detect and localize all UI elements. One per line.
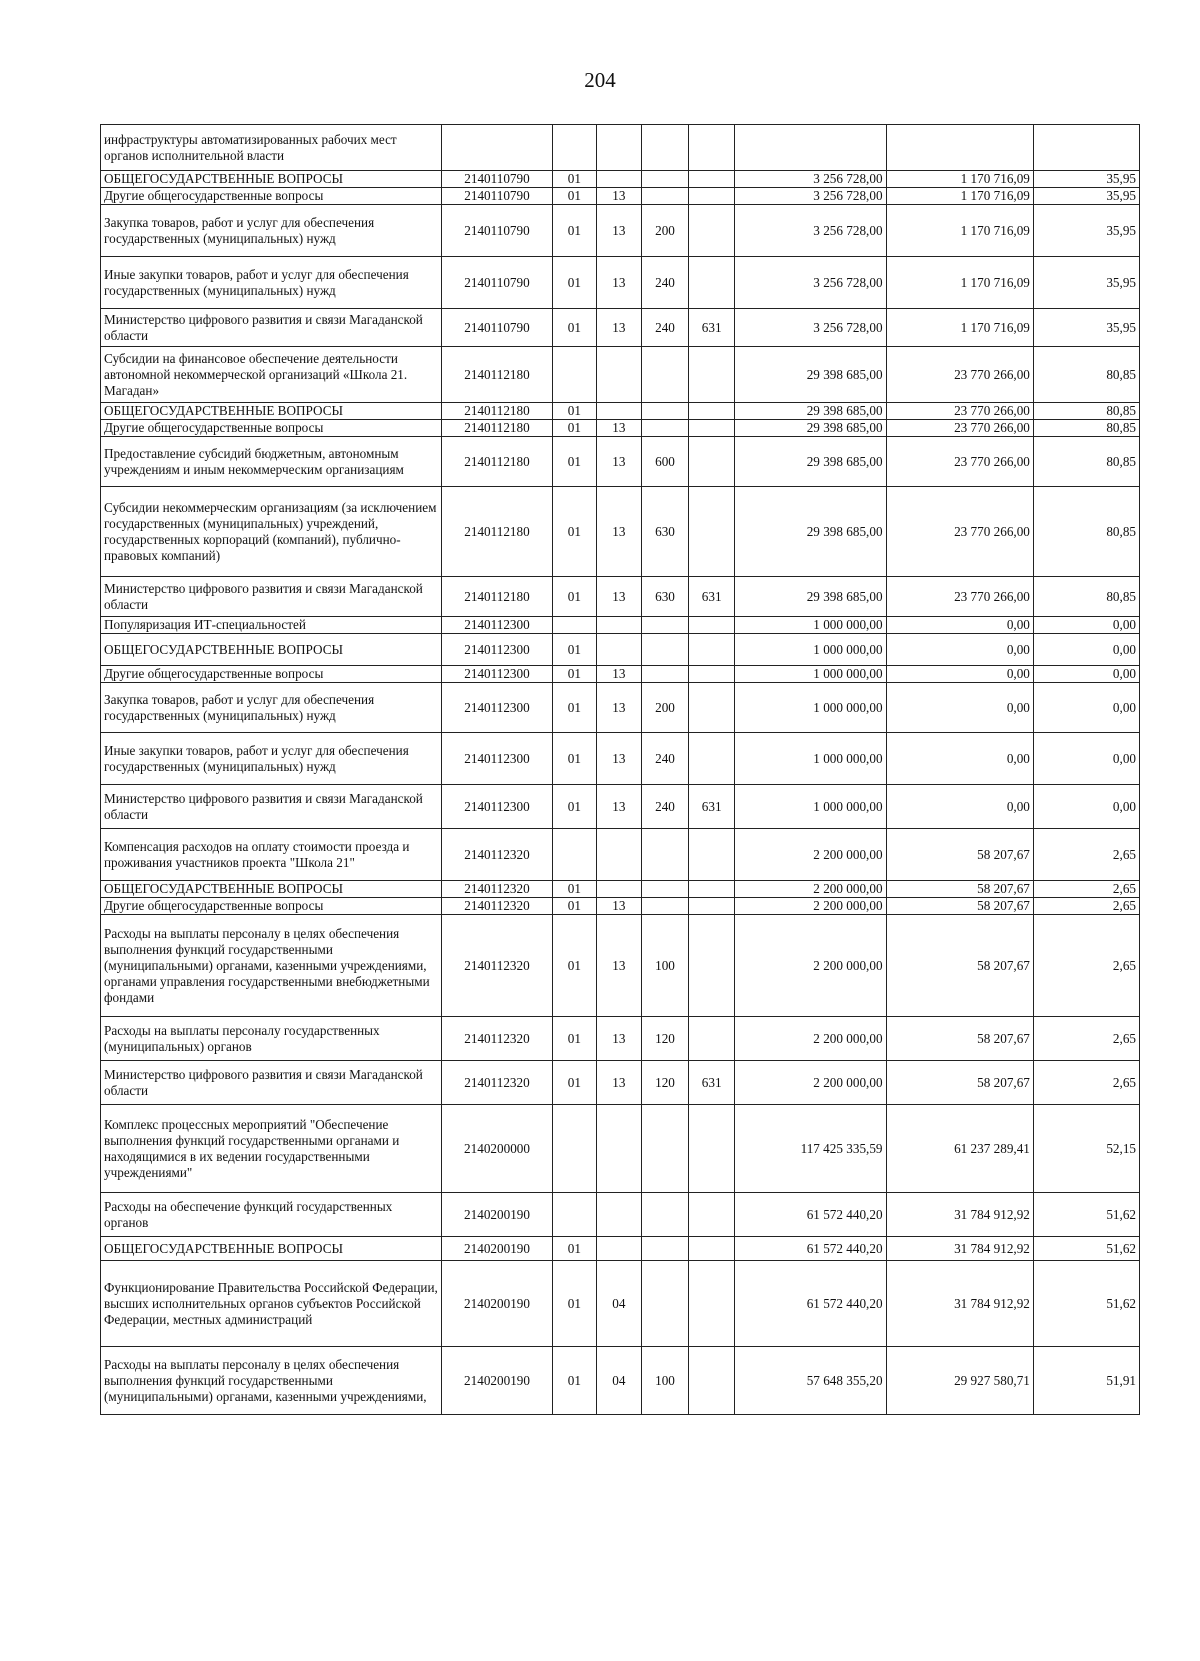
code-grbs: 631 xyxy=(689,1061,735,1105)
code-csr: 2140112320 xyxy=(442,881,552,898)
code-rz: 01 xyxy=(552,666,597,683)
code-grbs xyxy=(689,420,735,437)
code-pr: 13 xyxy=(597,733,642,785)
table-row xyxy=(101,205,1140,257)
execution-percent: 35,95 xyxy=(1033,205,1139,257)
code-csr: 2140112300 xyxy=(442,683,552,733)
code-rz: 01 xyxy=(552,577,597,617)
amount-fact: 58 207,67 xyxy=(886,829,1033,881)
name: Предоставление субсидий бюджетным, автономным учреждениям и иным некоммерческим организациям xyxy=(101,437,442,487)
name: Субсидии некоммерческим организациям (за исключением государственных (муниципальных) учреждений, государственных корпораций (компаний), публично-правовых компаний) xyxy=(101,487,442,577)
code-vr: 100 xyxy=(641,1347,689,1415)
table-row xyxy=(101,1105,1140,1193)
amount-fact: 29 927 580,71 xyxy=(886,1347,1033,1415)
code-csr: 2140200190 xyxy=(442,1347,552,1415)
amount-fact: 0,00 xyxy=(886,785,1033,829)
table-row xyxy=(101,309,1140,347)
code-rz: 01 xyxy=(552,188,597,205)
code-grbs xyxy=(689,437,735,487)
code-grbs xyxy=(689,683,735,733)
amount-fact: 1 170 716,09 xyxy=(886,188,1033,205)
code-rz xyxy=(552,617,597,634)
table-row xyxy=(101,420,1140,437)
amount-fact: 23 770 266,00 xyxy=(886,437,1033,487)
amount-fact: 0,00 xyxy=(886,733,1033,785)
code-csr: 2140112320 xyxy=(442,898,552,915)
code-rz: 01 xyxy=(552,309,597,347)
budget-table xyxy=(100,124,1140,1415)
code-grbs xyxy=(689,1237,735,1261)
code-csr: 2140112180 xyxy=(442,437,552,487)
code-vr xyxy=(641,171,689,188)
code-vr xyxy=(641,1237,689,1261)
code-pr: 13 xyxy=(597,1017,642,1061)
code-rz: 01 xyxy=(552,1237,597,1261)
code-csr: 2140200190 xyxy=(442,1193,552,1237)
execution-percent: 80,85 xyxy=(1033,577,1139,617)
code-pr xyxy=(597,1193,642,1237)
amount-plan: 1 000 000,00 xyxy=(734,683,886,733)
code-rz: 01 xyxy=(552,171,597,188)
code-rz: 01 xyxy=(552,915,597,1017)
amount-plan: 3 256 728,00 xyxy=(734,309,886,347)
amount-fact: 1 170 716,09 xyxy=(886,257,1033,309)
name: Министерство цифрового развития и связи Магаданской области xyxy=(101,577,442,617)
code-pr xyxy=(597,1237,642,1261)
code-pr: 13 xyxy=(597,205,642,257)
code-csr: 2140112180 xyxy=(442,347,552,403)
table-row xyxy=(101,898,1140,915)
code-rz: 01 xyxy=(552,437,597,487)
execution-percent: 51,91 xyxy=(1033,1347,1139,1415)
code-pr xyxy=(597,829,642,881)
amount-plan: 2 200 000,00 xyxy=(734,915,886,1017)
code-grbs xyxy=(689,205,735,257)
name: Популяризация ИТ-специальностей xyxy=(101,617,442,634)
table-row xyxy=(101,915,1140,1017)
table-row xyxy=(101,257,1140,309)
amount-fact: 0,00 xyxy=(886,617,1033,634)
table-row xyxy=(101,881,1140,898)
code-vr xyxy=(641,420,689,437)
code-vr xyxy=(641,1105,689,1193)
code-vr xyxy=(641,666,689,683)
table-row xyxy=(101,188,1140,205)
code-pr: 13 xyxy=(597,898,642,915)
name: Иные закупки товаров, работ и услуг для обеспечения государственных (муниципальных) нужд xyxy=(101,733,442,785)
amount-fact: 0,00 xyxy=(886,634,1033,666)
code-rz: 01 xyxy=(552,403,597,420)
amount-plan: 29 398 685,00 xyxy=(734,347,886,403)
code-csr: 2140112320 xyxy=(442,829,552,881)
amount-plan: 29 398 685,00 xyxy=(734,437,886,487)
amount-plan: 61 572 440,20 xyxy=(734,1261,886,1347)
code-vr xyxy=(641,617,689,634)
code-pr xyxy=(597,403,642,420)
code-vr: 240 xyxy=(641,309,689,347)
code-grbs xyxy=(689,347,735,403)
execution-percent: 80,85 xyxy=(1033,437,1139,487)
amount-fact: 23 770 266,00 xyxy=(886,487,1033,577)
code-grbs: 631 xyxy=(689,785,735,829)
code-pr: 13 xyxy=(597,785,642,829)
name: Комплекс процессных мероприятий "Обеспечение выполнения функций государственными органами и находящимися в их ведении государственными учреждениями" xyxy=(101,1105,442,1193)
table-row xyxy=(101,1261,1140,1347)
code-rz xyxy=(552,829,597,881)
code-rz xyxy=(552,125,597,171)
table-row xyxy=(101,666,1140,683)
code-csr: 2140200000 xyxy=(442,1105,552,1193)
name: Функционирование Правительства Российской Федерации, высших исполнительных органов субъектов Российской Федерации, местных администраций xyxy=(101,1261,442,1347)
code-vr xyxy=(641,634,689,666)
code-rz xyxy=(552,1193,597,1237)
code-pr: 04 xyxy=(597,1261,642,1347)
name: Министерство цифрового развития и связи Магаданской области xyxy=(101,1061,442,1105)
code-rz: 01 xyxy=(552,1061,597,1105)
code-grbs xyxy=(689,1261,735,1347)
code-csr: 2140112300 xyxy=(442,785,552,829)
amount-plan: 29 398 685,00 xyxy=(734,403,886,420)
table-row xyxy=(101,733,1140,785)
code-grbs xyxy=(689,829,735,881)
code-grbs xyxy=(689,1105,735,1193)
amount-fact: 1 170 716,09 xyxy=(886,171,1033,188)
code-vr: 100 xyxy=(641,915,689,1017)
code-csr: 2140112320 xyxy=(442,915,552,1017)
table-row xyxy=(101,1017,1140,1061)
execution-percent: 0,00 xyxy=(1033,617,1139,634)
code-pr: 13 xyxy=(597,683,642,733)
amount-plan: 1 000 000,00 xyxy=(734,733,886,785)
amount-fact: 0,00 xyxy=(886,666,1033,683)
execution-percent: 0,00 xyxy=(1033,785,1139,829)
code-rz: 01 xyxy=(552,785,597,829)
code-pr xyxy=(597,1105,642,1193)
table-row xyxy=(101,577,1140,617)
execution-percent: 0,00 xyxy=(1033,666,1139,683)
code-rz: 01 xyxy=(552,733,597,785)
amount-plan: 1 000 000,00 xyxy=(734,666,886,683)
amount-plan: 3 256 728,00 xyxy=(734,257,886,309)
code-pr: 13 xyxy=(597,257,642,309)
code-grbs xyxy=(689,403,735,420)
code-grbs xyxy=(689,1347,735,1415)
code-grbs: 631 xyxy=(689,309,735,347)
code-grbs: 631 xyxy=(689,577,735,617)
code-grbs xyxy=(689,125,735,171)
name: Министерство цифрового развития и связи Магаданской области xyxy=(101,309,442,347)
code-pr: 13 xyxy=(597,188,642,205)
code-csr: 2140110790 xyxy=(442,309,552,347)
code-vr xyxy=(641,1193,689,1237)
code-pr: 13 xyxy=(597,915,642,1017)
table-row xyxy=(101,634,1140,666)
amount-plan: 29 398 685,00 xyxy=(734,420,886,437)
name: ОБЩЕГОСУДАРСТВЕННЫЕ ВОПРОСЫ xyxy=(101,1237,442,1261)
code-csr: 2140112180 xyxy=(442,403,552,420)
code-vr xyxy=(641,188,689,205)
code-grbs xyxy=(689,733,735,785)
amount-fact: 23 770 266,00 xyxy=(886,577,1033,617)
amount-fact: 0,00 xyxy=(886,683,1033,733)
amount-plan: 2 200 000,00 xyxy=(734,898,886,915)
amount-plan: 29 398 685,00 xyxy=(734,487,886,577)
code-csr: 2140110790 xyxy=(442,171,552,188)
execution-percent: 2,65 xyxy=(1033,881,1139,898)
amount-fact: 23 770 266,00 xyxy=(886,420,1033,437)
table-row xyxy=(101,617,1140,634)
code-vr: 200 xyxy=(641,683,689,733)
name: ОБЩЕГОСУДАРСТВЕННЫЕ ВОПРОСЫ xyxy=(101,403,442,420)
amount-fact: 58 207,67 xyxy=(886,1017,1033,1061)
code-pr: 13 xyxy=(597,666,642,683)
code-csr: 2140112300 xyxy=(442,617,552,634)
name: ОБЩЕГОСУДАРСТВЕННЫЕ ВОПРОСЫ xyxy=(101,171,442,188)
name: Субсидии на финансовое обеспечение деятельности автономной некоммерческой организаций «Школа 21. Магадан» xyxy=(101,347,442,403)
code-csr: 2140110790 xyxy=(442,257,552,309)
code-rz: 01 xyxy=(552,881,597,898)
code-pr: 13 xyxy=(597,577,642,617)
code-rz: 01 xyxy=(552,420,597,437)
execution-percent: 35,95 xyxy=(1033,171,1139,188)
table-row xyxy=(101,487,1140,577)
amount-plan: 2 200 000,00 xyxy=(734,881,886,898)
execution-percent: 80,85 xyxy=(1033,347,1139,403)
code-grbs xyxy=(689,1017,735,1061)
code-vr: 120 xyxy=(641,1017,689,1061)
name: Расходы на обеспечение функций государственных органов xyxy=(101,1193,442,1237)
execution-percent: 2,65 xyxy=(1033,1017,1139,1061)
code-rz: 01 xyxy=(552,487,597,577)
name: Компенсация расходов на оплату стоимости проезда и проживания участников проекта "Школа 21" xyxy=(101,829,442,881)
name: Закупка товаров, работ и услуг для обеспечения государственных (муниципальных) нужд xyxy=(101,683,442,733)
code-csr: 2140112180 xyxy=(442,577,552,617)
code-vr xyxy=(641,125,689,171)
amount-fact xyxy=(886,125,1033,171)
code-rz: 01 xyxy=(552,683,597,733)
code-vr: 630 xyxy=(641,487,689,577)
execution-percent: 2,65 xyxy=(1033,898,1139,915)
code-vr xyxy=(641,829,689,881)
name: Другие общегосударственные вопросы xyxy=(101,420,442,437)
code-grbs xyxy=(689,898,735,915)
name: Расходы на выплаты персоналу государственных (муниципальных) органов xyxy=(101,1017,442,1061)
amount-fact: 58 207,67 xyxy=(886,1061,1033,1105)
name: Расходы на выплаты персоналу в целях обеспечения выполнения функций государственными (муниципальными) органами, казенными учреждениями, xyxy=(101,1347,442,1415)
execution-percent: 51,62 xyxy=(1033,1237,1139,1261)
name: Другие общегосударственные вопросы xyxy=(101,666,442,683)
code-grbs xyxy=(689,257,735,309)
table-row xyxy=(101,125,1140,171)
execution-percent xyxy=(1033,125,1139,171)
code-vr: 630 xyxy=(641,577,689,617)
name: Расходы на выплаты персоналу в целях обеспечения выполнения функций государственными (муниципальными) органами, казенными учреждениями, органами управления государственными внебюджетными фондами xyxy=(101,915,442,1017)
code-pr: 13 xyxy=(597,420,642,437)
code-csr: 2140110790 xyxy=(442,205,552,257)
table-row xyxy=(101,1237,1140,1261)
table-row xyxy=(101,683,1140,733)
table-row xyxy=(101,785,1140,829)
code-rz: 01 xyxy=(552,634,597,666)
amount-fact: 31 784 912,92 xyxy=(886,1237,1033,1261)
amount-plan: 1 000 000,00 xyxy=(734,617,886,634)
code-rz: 01 xyxy=(552,205,597,257)
table-row xyxy=(101,829,1140,881)
amount-plan: 2 200 000,00 xyxy=(734,1061,886,1105)
amount-plan: 1 000 000,00 xyxy=(734,785,886,829)
table-row xyxy=(101,1193,1140,1237)
code-csr: 2140112180 xyxy=(442,420,552,437)
execution-percent: 52,15 xyxy=(1033,1105,1139,1193)
code-vr: 120 xyxy=(641,1061,689,1105)
code-grbs xyxy=(689,617,735,634)
name: Другие общегосударственные вопросы xyxy=(101,898,442,915)
code-grbs xyxy=(689,1193,735,1237)
execution-percent: 51,62 xyxy=(1033,1261,1139,1347)
amount-fact: 58 207,67 xyxy=(886,915,1033,1017)
name: Другие общегосударственные вопросы xyxy=(101,188,442,205)
code-rz: 01 xyxy=(552,1261,597,1347)
amount-plan: 2 200 000,00 xyxy=(734,829,886,881)
code-vr: 240 xyxy=(641,733,689,785)
amount-plan: 57 648 355,20 xyxy=(734,1347,886,1415)
code-grbs xyxy=(689,881,735,898)
code-pr xyxy=(597,617,642,634)
table-row xyxy=(101,171,1140,188)
code-csr: 2140112300 xyxy=(442,634,552,666)
code-grbs xyxy=(689,171,735,188)
amount-fact: 23 770 266,00 xyxy=(886,403,1033,420)
amount-plan: 29 398 685,00 xyxy=(734,577,886,617)
amount-plan xyxy=(734,125,886,171)
code-grbs xyxy=(689,634,735,666)
table-row xyxy=(101,1061,1140,1105)
code-grbs xyxy=(689,487,735,577)
execution-percent: 35,95 xyxy=(1033,309,1139,347)
amount-fact: 58 207,67 xyxy=(886,898,1033,915)
amount-fact: 61 237 289,41 xyxy=(886,1105,1033,1193)
code-pr: 13 xyxy=(597,487,642,577)
amount-plan: 61 572 440,20 xyxy=(734,1237,886,1261)
amount-plan: 1 000 000,00 xyxy=(734,634,886,666)
amount-plan: 3 256 728,00 xyxy=(734,171,886,188)
code-vr xyxy=(641,881,689,898)
code-vr xyxy=(641,347,689,403)
code-csr xyxy=(442,125,552,171)
amount-plan: 3 256 728,00 xyxy=(734,205,886,257)
budget-table-body xyxy=(101,125,1140,1415)
code-csr: 2140112320 xyxy=(442,1017,552,1061)
execution-percent: 80,85 xyxy=(1033,403,1139,420)
amount-fact: 31 784 912,92 xyxy=(886,1193,1033,1237)
code-pr xyxy=(597,881,642,898)
name: инфраструктуры автоматизированных рабочих мест органов исполнительной власти xyxy=(101,125,442,171)
execution-percent: 80,85 xyxy=(1033,487,1139,577)
table-row xyxy=(101,1347,1140,1415)
name: Закупка товаров, работ и услуг для обеспечения государственных (муниципальных) нужд xyxy=(101,205,442,257)
code-vr xyxy=(641,403,689,420)
amount-fact: 58 207,67 xyxy=(886,881,1033,898)
code-rz xyxy=(552,1105,597,1193)
code-vr xyxy=(641,1261,689,1347)
amount-plan: 117 425 335,59 xyxy=(734,1105,886,1193)
name: Министерство цифрового развития и связи Магаданской области xyxy=(101,785,442,829)
code-rz: 01 xyxy=(552,257,597,309)
code-rz: 01 xyxy=(552,1347,597,1415)
code-csr: 2140200190 xyxy=(442,1261,552,1347)
execution-percent: 35,95 xyxy=(1033,257,1139,309)
amount-fact: 31 784 912,92 xyxy=(886,1261,1033,1347)
name: ОБЩЕГОСУДАРСТВЕННЫЕ ВОПРОСЫ xyxy=(101,634,442,666)
execution-percent: 35,95 xyxy=(1033,188,1139,205)
code-csr: 2140112320 xyxy=(442,1061,552,1105)
code-vr: 600 xyxy=(641,437,689,487)
code-vr: 200 xyxy=(641,205,689,257)
code-rz: 01 xyxy=(552,898,597,915)
execution-percent: 0,00 xyxy=(1033,733,1139,785)
code-vr: 240 xyxy=(641,785,689,829)
amount-plan: 61 572 440,20 xyxy=(734,1193,886,1237)
code-vr: 240 xyxy=(641,257,689,309)
execution-percent: 2,65 xyxy=(1033,829,1139,881)
name: ОБЩЕГОСУДАРСТВЕННЫЕ ВОПРОСЫ xyxy=(101,881,442,898)
code-vr xyxy=(641,898,689,915)
code-pr xyxy=(597,347,642,403)
code-csr: 2140110790 xyxy=(442,188,552,205)
code-grbs xyxy=(689,666,735,683)
code-pr: 04 xyxy=(597,1347,642,1415)
execution-percent: 2,65 xyxy=(1033,915,1139,1017)
execution-percent: 80,85 xyxy=(1033,420,1139,437)
code-pr xyxy=(597,171,642,188)
code-csr: 2140112300 xyxy=(442,733,552,785)
code-grbs xyxy=(689,188,735,205)
code-rz: 01 xyxy=(552,1017,597,1061)
code-grbs xyxy=(689,915,735,1017)
code-pr xyxy=(597,634,642,666)
code-rz xyxy=(552,347,597,403)
amount-fact: 1 170 716,09 xyxy=(886,309,1033,347)
code-pr: 13 xyxy=(597,309,642,347)
name: Иные закупки товаров, работ и услуг для обеспечения государственных (муниципальных) нужд xyxy=(101,257,442,309)
amount-fact: 23 770 266,00 xyxy=(886,347,1033,403)
table-row xyxy=(101,347,1140,403)
execution-percent: 0,00 xyxy=(1033,634,1139,666)
amount-fact: 1 170 716,09 xyxy=(886,205,1033,257)
code-pr: 13 xyxy=(597,437,642,487)
execution-percent: 2,65 xyxy=(1033,1061,1139,1105)
code-csr: 2140112300 xyxy=(442,666,552,683)
amount-plan: 2 200 000,00 xyxy=(734,1017,886,1061)
code-pr: 13 xyxy=(597,1061,642,1105)
page-number: 204 xyxy=(584,68,616,92)
code-csr: 2140112180 xyxy=(442,487,552,577)
execution-percent: 0,00 xyxy=(1033,683,1139,733)
code-csr: 2140200190 xyxy=(442,1237,552,1261)
code-pr xyxy=(597,125,642,171)
amount-plan: 3 256 728,00 xyxy=(734,188,886,205)
execution-percent: 51,62 xyxy=(1033,1193,1139,1237)
table-row xyxy=(101,403,1140,420)
table-row xyxy=(101,437,1140,487)
